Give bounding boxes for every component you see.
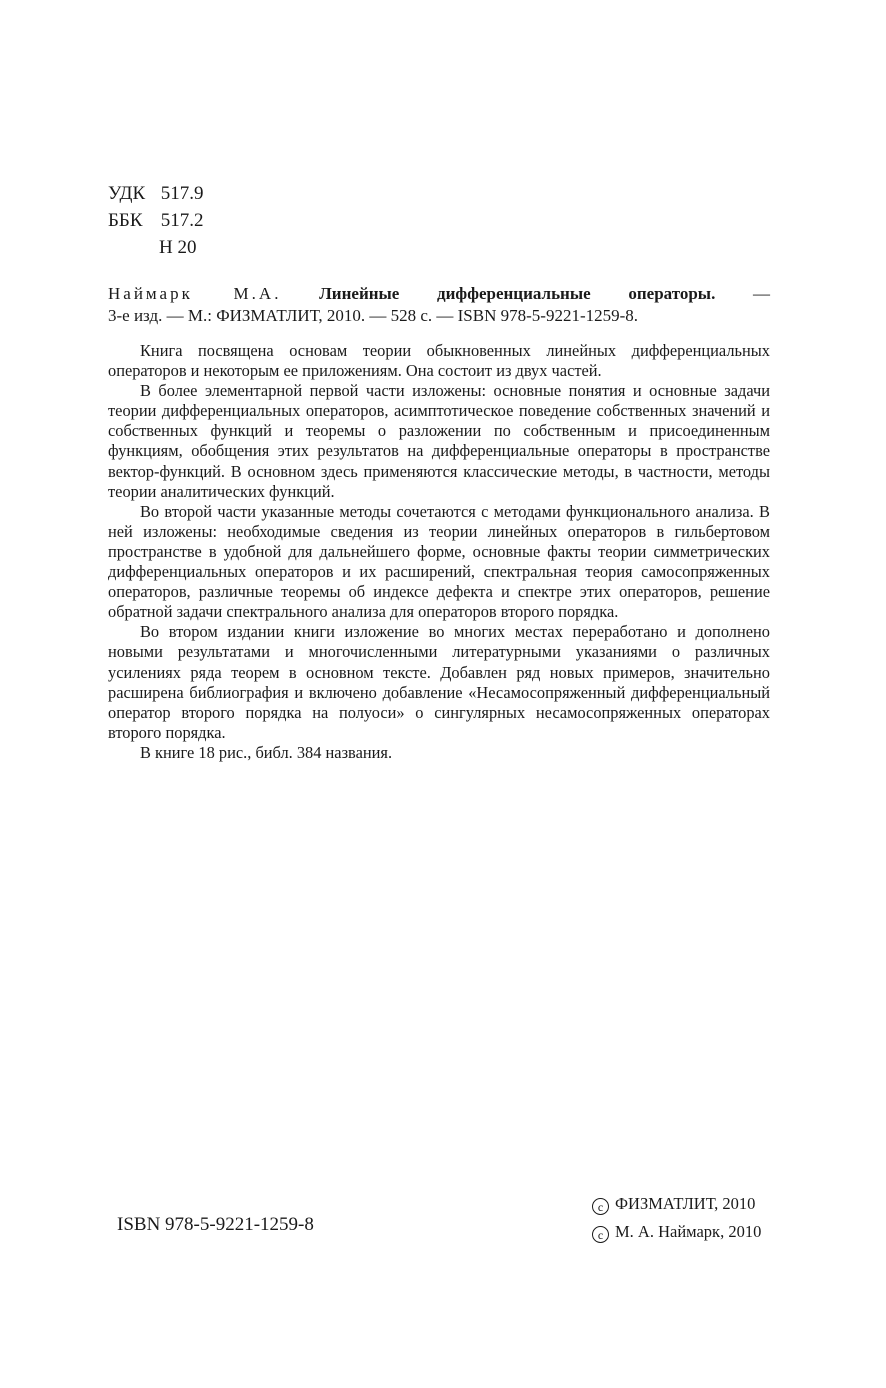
bbk-value: 517.2 [160,210,204,231]
classification-block [108,180,204,261]
copyright-block [592,1190,761,1246]
udk-value: 517.9 [160,183,204,204]
abstract-paragraph-5: В книге 18 рис., библ. 384 названия. [140,742,393,762]
abstract-paragraph-2: В более элементарной первой части изложены: основные понятия и основные задачи теории дифференциальных операторов, асимптотическое поведение собственных значений и собственных функций и теоремы о разложении по собственным и присоединенным функциям, обобщения этих результатов на дифференциальные операторы в пространстве вектор-функций. В основном здесь применяются классические методы, в частности, методы теории аналитических функций. [108,381,770,501]
citation-author: Наймарк М.А. [108,284,282,303]
citation-dash: — [753,284,771,303]
abstract [108,341,770,763]
citation-line-1 [108,283,770,305]
copyright-publisher-line [592,1190,761,1218]
abstract-paragraph-3: Во второй части указанные методы сочетаются с методами функционального анализа. В ней изложены: необходимые сведения из теории линейных операторов в гильбертовом пространстве в удобной для дальнейшего форме, основные факты теории симметрических дифференциальных операторов и их расширений, спектральная теория самосопряженных операторов, различные теоремы об индексе дефекта и спектре этих операторов, решение обратной задачи спектрального анализа для операторов второго порядка. [108,501,770,622]
abstract-paragraph-4: Во втором издании книги изложение во многих местах переработано и дополнено новыми результатами и многочисленными литературными указаниями о различных усилениях ряда теорем в основном тексте. Добавлен ряд новых примеров, значительно расширена библиография и включено добавление «Несамосопряженный дифференциальный оператор второго порядка на полуоси» о сингулярных несамосопряженных операторах второго порядка. [108,622,770,742]
abstract-paragraph-1: Книга посвящена основам теории обыкновенных линейных дифференциальных операторов и некоторым ее приложениям. Она состоит из двух частей. [108,341,770,381]
bibliographic-citation [108,283,770,327]
copyright-author: М. А. Наймарк, 2010 [615,1222,762,1241]
udk-row [108,180,204,207]
copyright-publisher: ФИЗМАТЛИТ, 2010 [615,1194,756,1213]
bbk-row [108,207,204,234]
copyright-icon: c [592,1226,609,1243]
citation-details: 3-е изд. — М.: ФИЗМАТЛИТ, 2010. — 528 с. — ISBN 978-5-9221-1259-8. [108,306,639,325]
copyright-icon: c [592,1198,609,1215]
copyright-author-line [592,1218,761,1246]
citation-title: Линейные дифференциальные операторы. [319,284,716,303]
author-mark: Н 20 [159,237,197,258]
isbn-number: ISBN 978-5-9221-1259-8 [117,1214,314,1235]
udk-label: УДК [108,183,146,204]
main-content [108,283,770,763]
bbk-label: ББК [108,210,143,231]
